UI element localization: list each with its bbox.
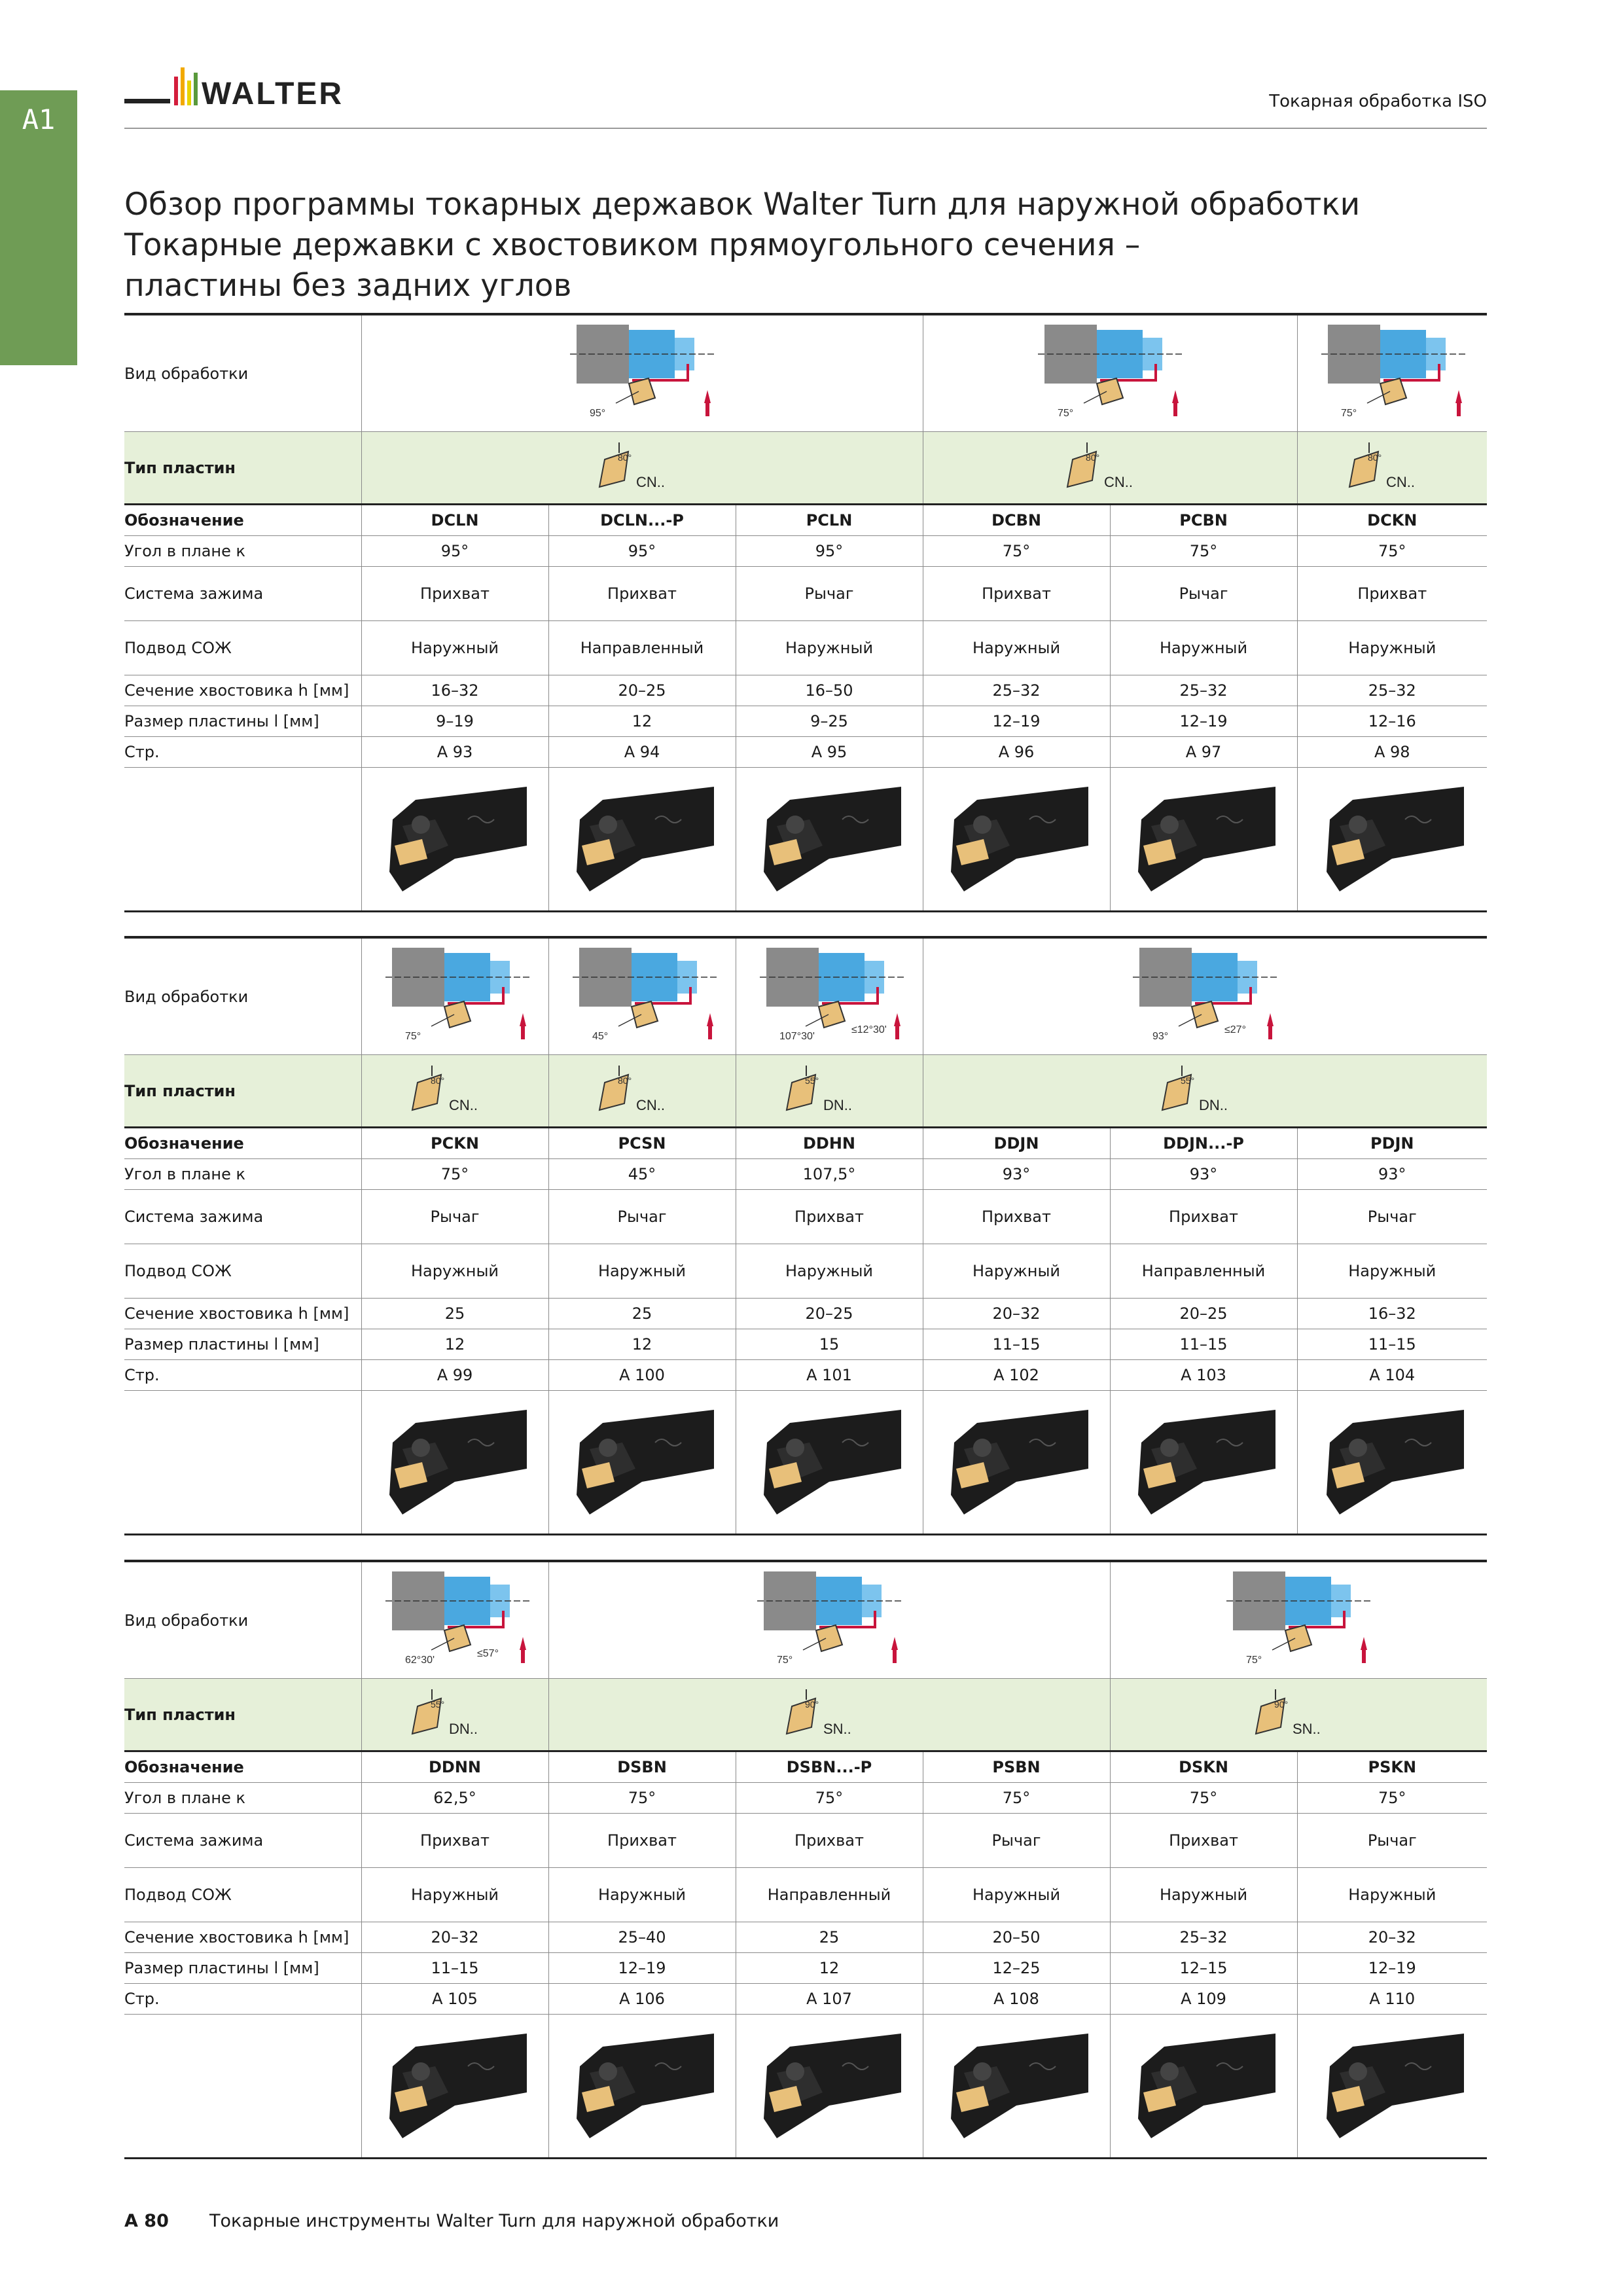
clamping-system-cell: Прихват <box>1110 1190 1297 1244</box>
tool-holder-image <box>563 774 721 905</box>
page-ref-cell[interactable]: A 96 <box>923 737 1110 768</box>
tool-holder-image <box>751 1397 908 1528</box>
insert-shape-icon <box>1061 440 1159 492</box>
operation-diagram-cell <box>548 937 736 1055</box>
shank-size-cell: 20–25 <box>736 1299 923 1329</box>
insert-size-cell: 9–25 <box>736 706 923 737</box>
row-label-operation: Вид обработки <box>124 937 361 1055</box>
tool-holder-image-cell <box>736 1391 923 1535</box>
insert-size-cell: 12–19 <box>1110 706 1297 737</box>
clamping-system-cell: Прихват <box>923 1190 1110 1244</box>
clamping-system-cell: Прихват <box>361 567 548 621</box>
coolant-supply-cell: Наружный <box>1297 621 1487 675</box>
svg-text:55°: 55° <box>431 1698 445 1710</box>
tool-holder-image <box>1313 774 1471 905</box>
approach-angle-cell: 95° <box>361 536 548 567</box>
shank-size-cell: 25 <box>736 1922 923 1953</box>
clamping-system-cell: Рычаг <box>548 1190 736 1244</box>
svg-text:55°: 55° <box>1181 1075 1195 1086</box>
tool-holder-image <box>376 1397 533 1528</box>
clamping-system-cell: Прихват <box>361 1814 548 1868</box>
designation-cell: DSBN...-P <box>736 1751 923 1783</box>
page-ref-cell[interactable]: A 109 <box>1110 1984 1297 2015</box>
page-ref-cell[interactable]: A 95 <box>736 737 923 768</box>
shank-size-cell: 25–32 <box>1110 1922 1297 1953</box>
shank-size-cell: 20–32 <box>923 1299 1110 1329</box>
row-label-clamping-system: Система зажима <box>124 1190 361 1244</box>
insert-code: CN.. <box>449 1096 478 1113</box>
insert-shape-icon <box>780 1687 878 1739</box>
row-label-approach-angle: Угол в плане к <box>124 1783 361 1814</box>
clamping-system-cell: Прихват <box>548 567 736 621</box>
designation-cell: PCKN <box>361 1128 548 1159</box>
approach-angle-cell: 45° <box>548 1159 736 1190</box>
clamping-system-cell: Прихват <box>736 1190 923 1244</box>
coolant-supply-cell: Наружный <box>923 621 1110 675</box>
approach-angle-cell: 75° <box>923 1783 1110 1814</box>
section-title: Токарная обработка ISO <box>1269 92 1487 111</box>
diagram-angle-label: 107°30' <box>779 1030 815 1042</box>
coolant-supply-cell: Наружный <box>1110 1868 1297 1922</box>
page-ref-cell[interactable]: A 100 <box>548 1360 736 1391</box>
tool-holder-image-cell <box>1297 2015 1487 2159</box>
footer-text: Токарные инструменты Walter Turn для наружной обработки <box>209 2211 779 2231</box>
page-ref-cell[interactable]: A 104 <box>1297 1360 1487 1391</box>
page-ref-cell[interactable]: A 101 <box>736 1360 923 1391</box>
insert-size-cell: 12 <box>548 706 736 737</box>
insert-code: CN.. <box>636 1096 665 1113</box>
insert-code: CN.. <box>636 473 666 490</box>
page-ref-cell[interactable]: A 98 <box>1297 737 1487 768</box>
operation-diagram <box>738 1565 921 1676</box>
diagram-angle-label: 75° <box>1246 1654 1262 1666</box>
tool-overview-table <box>124 313 1487 912</box>
row-label-approach-angle: Угол в плане к <box>124 1159 361 1190</box>
tool-holder-image-cell <box>923 768 1110 912</box>
operation-diagram-cell <box>923 314 1297 432</box>
image-row-spacer <box>124 768 361 912</box>
shank-size-cell: 25–32 <box>1297 675 1487 706</box>
operation-diagram-cell <box>361 937 548 1055</box>
shank-size-cell: 16–32 <box>1297 1299 1487 1329</box>
insert-shape-icon <box>593 1063 691 1115</box>
row-label-page-ref: Стр. <box>124 1984 361 2015</box>
insert-size-cell: 9–19 <box>361 706 548 737</box>
coolant-supply-cell: Наружный <box>361 621 548 675</box>
shank-size-cell: 25 <box>361 1299 548 1329</box>
row-label-operation: Вид обработки <box>124 314 361 432</box>
tool-holder-image-cell <box>361 1391 548 1535</box>
diagram-angle-label: 45° <box>592 1030 608 1042</box>
tool-holder-image <box>938 1397 1095 1528</box>
tool-holder-image-cell <box>1110 768 1297 912</box>
clamping-system-cell: Прихват <box>1110 1814 1297 1868</box>
shank-size-cell: 20–25 <box>548 675 736 706</box>
approach-angle-cell: 75° <box>548 1783 736 1814</box>
approach-angle-cell: 75° <box>361 1159 548 1190</box>
insert-size-cell: 12–19 <box>548 1953 736 1984</box>
shank-size-cell: 25–32 <box>923 675 1110 706</box>
approach-angle-cell: 62,5° <box>361 1783 548 1814</box>
designation-cell: DDJN <box>923 1128 1110 1159</box>
clamping-system-cell: Прихват <box>923 567 1110 621</box>
svg-text:80°: 80° <box>618 452 632 463</box>
insert-size-cell: 11–15 <box>923 1329 1110 1360</box>
image-row-spacer <box>124 2015 361 2159</box>
insert-type-cell <box>736 1055 923 1128</box>
page-ref-cell[interactable]: A 110 <box>1297 1984 1487 2015</box>
tool-holder-image-cell <box>548 768 736 912</box>
insert-size-cell: 11–15 <box>361 1953 548 1984</box>
approach-angle-cell: 95° <box>736 536 923 567</box>
insert-size-cell: 12 <box>736 1953 923 1984</box>
svg-text:90°: 90° <box>1274 1698 1289 1710</box>
approach-angle-cell: 75° <box>923 536 1110 567</box>
coolant-supply-cell: Наружный <box>923 1868 1110 1922</box>
page-ref-cell[interactable]: A 107 <box>736 1984 923 2015</box>
tool-holder-image <box>1125 774 1282 905</box>
insert-shape-icon <box>406 1687 504 1739</box>
approach-angle-cell: 95° <box>548 536 736 567</box>
tool-holder-image <box>1313 2020 1471 2151</box>
insert-code: SN.. <box>823 1720 851 1737</box>
page-ref-cell[interactable]: A 102 <box>923 1360 1110 1391</box>
insert-type-cell <box>1110 1679 1487 1751</box>
tool-holder-image-cell <box>923 1391 1110 1535</box>
tool-holder-image <box>376 774 533 905</box>
tool-holder-image <box>1125 2020 1282 2151</box>
insert-type-cell <box>548 1055 736 1128</box>
diagram-angle-label: 75° <box>1058 407 1074 419</box>
clamping-system-cell: Рычаг <box>361 1190 548 1244</box>
insert-type-cell <box>923 432 1297 505</box>
row-label-insert-size: Размер пластины l [мм] <box>124 1953 361 1984</box>
operation-diagram-cell <box>923 937 1487 1055</box>
insert-type-cell <box>548 1679 1110 1751</box>
brand-text: WALTER <box>202 77 344 111</box>
row-label-operation: Вид обработки <box>124 1561 361 1679</box>
designation-cell: DCLN <box>361 505 548 536</box>
row-label-insert-type: Тип пластин <box>124 432 361 505</box>
shank-size-cell: 25–40 <box>548 1922 736 1953</box>
insert-code: DN.. <box>1199 1096 1228 1113</box>
coolant-supply-cell: Наружный <box>548 1868 736 1922</box>
diagram-angle-label: 75° <box>404 1030 421 1042</box>
page-ref-cell[interactable]: A 108 <box>923 1984 1110 2015</box>
row-label-shank-size: Сечение хвостовика h [мм] <box>124 1299 361 1329</box>
designation-cell: DSKN <box>1110 1751 1297 1783</box>
tool-holder-image <box>751 2020 908 2151</box>
row-label-insert-size: Размер пластины l [мм] <box>124 706 361 737</box>
insert-code: CN.. <box>1386 473 1416 490</box>
operation-diagram <box>740 941 923 1052</box>
operation-diagram-cell <box>361 1561 548 1679</box>
designation-cell: PCSN <box>548 1128 736 1159</box>
tool-holder-image-cell <box>548 2015 736 2159</box>
walter-logo <box>124 62 399 121</box>
svg-text:55°: 55° <box>805 1075 819 1086</box>
title-line-1: Обзор программы токарных державок Walter Turn для наружной обработки <box>124 187 1361 223</box>
insert-code: DN.. <box>823 1096 852 1113</box>
insert-type-cell <box>923 1055 1487 1128</box>
operation-diagram-cell <box>548 1561 1110 1679</box>
shank-size-cell: 25–32 <box>1110 675 1297 706</box>
coolant-supply-cell: Направленный <box>548 621 736 675</box>
tool-holder-image <box>376 2020 533 2151</box>
shank-size-cell: 25 <box>548 1299 736 1329</box>
tool-holder-image-cell <box>1297 768 1487 912</box>
row-label-designation: Обозначение <box>124 1751 361 1783</box>
chapter-tab-label: A1 <box>22 103 56 135</box>
page-ref-cell[interactable]: A 94 <box>548 737 736 768</box>
insert-size-cell: 12 <box>361 1329 548 1360</box>
row-label-insert-type: Тип пластин <box>124 1055 361 1128</box>
title-line-3: пластины без задних углов <box>124 268 572 304</box>
coolant-supply-cell: Направленный <box>1110 1244 1297 1299</box>
row-label-approach-angle: Угол в плане к <box>124 536 361 567</box>
approach-angle-cell: 75° <box>1110 1783 1297 1814</box>
clamping-system-cell: Рычаг <box>1297 1814 1487 1868</box>
insert-size-cell: 12–19 <box>923 706 1110 737</box>
designation-cell: DDNN <box>361 1751 548 1783</box>
insert-shape-icon <box>406 1063 504 1115</box>
insert-size-cell: 11–15 <box>1297 1329 1487 1360</box>
insert-type-cell <box>1297 432 1487 505</box>
tool-holder-image <box>938 774 1095 905</box>
operation-diagram-cell <box>1110 1561 1487 1679</box>
page-ref-cell[interactable]: A 97 <box>1110 737 1297 768</box>
shank-size-cell: 16–32 <box>361 675 548 706</box>
coolant-supply-cell: Наружный <box>548 1244 736 1299</box>
approach-angle-cell: 75° <box>736 1783 923 1814</box>
designation-cell: DCLN...-P <box>548 505 736 536</box>
approach-angle-cell: 93° <box>1297 1159 1487 1190</box>
coolant-supply-cell: Наружный <box>1110 621 1297 675</box>
page-ref-cell[interactable]: A 99 <box>361 1360 548 1391</box>
operation-diagram <box>1302 318 1485 429</box>
clamping-system-cell: Рычаг <box>923 1814 1110 1868</box>
insert-size-cell: 11–15 <box>1110 1329 1297 1360</box>
clamping-system-cell: Рычаг <box>1297 1190 1487 1244</box>
tool-holder-image-cell <box>1110 2015 1297 2159</box>
tool-overview-table <box>124 936 1487 1535</box>
tool-holder-image-cell <box>1110 1391 1297 1535</box>
operation-diagram <box>1018 318 1202 429</box>
approach-angle-cell: 75° <box>1110 536 1297 567</box>
coolant-supply-cell: Наружный <box>923 1244 1110 1299</box>
designation-cell: PDJN <box>1297 1128 1487 1159</box>
clamping-system-cell: Прихват <box>736 1814 923 1868</box>
insert-shape-icon <box>1343 440 1441 492</box>
tool-holder-image-cell <box>736 768 923 912</box>
diagram-angle-label: 75° <box>1340 407 1357 419</box>
coolant-supply-cell: Наружный <box>1297 1868 1487 1922</box>
approach-angle-cell: 75° <box>1297 536 1487 567</box>
chapter-tab <box>0 90 77 365</box>
shank-size-cell: 20–32 <box>1297 1922 1487 1953</box>
approach-angle-cell: 93° <box>1110 1159 1297 1190</box>
clamping-system-cell: Прихват <box>548 1814 736 1868</box>
tool-holder-image <box>563 2020 721 2151</box>
coolant-supply-cell: Наружный <box>361 1244 548 1299</box>
insert-size-cell: 12 <box>548 1329 736 1360</box>
row-label-shank-size: Сечение хвостовика h [мм] <box>124 1922 361 1953</box>
tool-holder-image-cell <box>361 768 548 912</box>
operation-diagram <box>1113 941 1296 1052</box>
image-row-spacer <box>124 1391 361 1535</box>
svg-text:80°: 80° <box>1368 452 1382 463</box>
designation-cell: DDHN <box>736 1128 923 1159</box>
coolant-supply-cell: Наружный <box>736 621 923 675</box>
title-line-2: Токарные державки с хвостовиком прямоугольного сечения – <box>124 227 1141 263</box>
diagram-angle-label: 95° <box>590 407 606 419</box>
tool-overview-table <box>124 1560 1487 2159</box>
row-label-insert-size: Размер пластины l [мм] <box>124 1329 361 1360</box>
diagram-angle-label: 75° <box>777 1654 793 1666</box>
tool-holder-image-cell <box>361 2015 548 2159</box>
svg-text:80°: 80° <box>1086 452 1100 463</box>
approach-angle-cell: 93° <box>923 1159 1110 1190</box>
tool-holder-image <box>751 774 908 905</box>
shank-size-cell: 16–50 <box>736 675 923 706</box>
operation-diagram-cell <box>1297 314 1487 432</box>
shank-size-cell: 20–50 <box>923 1922 1110 1953</box>
row-label-coolant-supply: Подвод СОЖ <box>124 1868 361 1922</box>
diagram-angle-label: 62°30' <box>404 1654 435 1666</box>
row-label-clamping-system: Система зажима <box>124 1814 361 1868</box>
row-label-shank-size: Сечение хвостовика h [мм] <box>124 675 361 706</box>
insert-size-cell: 12–15 <box>1110 1953 1297 1984</box>
coolant-supply-cell: Наружный <box>361 1868 548 1922</box>
diagram-angle-label: ≤27° <box>1224 1024 1247 1035</box>
row-label-coolant-supply: Подвод СОЖ <box>124 1244 361 1299</box>
tool-holder-image <box>938 2020 1095 2151</box>
approach-angle-cell: 107,5° <box>736 1159 923 1190</box>
approach-angle-cell: 75° <box>1297 1783 1487 1814</box>
coolant-supply-cell: Наружный <box>736 1244 923 1299</box>
insert-code: DN.. <box>449 1720 478 1737</box>
insert-shape-icon <box>1156 1063 1254 1115</box>
shank-size-cell: 20–25 <box>1110 1299 1297 1329</box>
designation-cell: DSBN <box>548 1751 736 1783</box>
coolant-supply-cell: Направленный <box>736 1868 923 1922</box>
clamping-system-cell: Прихват <box>1297 567 1487 621</box>
diagram-angle-label: 93° <box>1152 1030 1169 1042</box>
clamping-system-cell: Рычаг <box>736 567 923 621</box>
tool-holder-image <box>1125 1397 1282 1528</box>
page-ref-cell[interactable]: A 103 <box>1110 1360 1297 1391</box>
tool-holder-image <box>1313 1397 1471 1528</box>
footer-page-number: A 80 <box>124 2211 169 2231</box>
coolant-supply-cell: Наружный <box>1297 1244 1487 1299</box>
designation-cell: PCBN <box>1110 505 1297 536</box>
designation-cell: PSKN <box>1297 1751 1487 1783</box>
insert-shape-icon <box>1249 1687 1347 1739</box>
shank-size-cell: 20–32 <box>361 1922 548 1953</box>
tool-holder-image <box>563 1397 721 1528</box>
operation-diagram <box>553 941 736 1052</box>
designation-cell: DCKN <box>1297 505 1487 536</box>
header-divider <box>124 128 1487 129</box>
row-label-designation: Обозначение <box>124 1128 361 1159</box>
operation-diagram-cell <box>361 314 923 432</box>
designation-cell: PSBN <box>923 1751 1110 1783</box>
row-label-insert-type: Тип пластин <box>124 1679 361 1751</box>
operation-diagram <box>1207 1565 1390 1676</box>
operation-diagram <box>366 1565 549 1676</box>
insert-size-cell: 15 <box>736 1329 923 1360</box>
diagram-angle-label: ≤57° <box>476 1647 499 1659</box>
svg-text:90°: 90° <box>805 1698 819 1710</box>
operation-diagram <box>550 318 734 429</box>
insert-size-cell: 12–19 <box>1297 1953 1487 1984</box>
row-label-page-ref: Стр. <box>124 1360 361 1391</box>
designation-cell: DDJN...-P <box>1110 1128 1297 1159</box>
insert-code: SN.. <box>1293 1720 1321 1737</box>
insert-size-cell: 12–16 <box>1297 706 1487 737</box>
svg-text:80°: 80° <box>431 1075 445 1086</box>
page-ref-cell[interactable]: A 93 <box>361 737 548 768</box>
insert-shape-icon <box>593 440 691 492</box>
tool-holder-image-cell <box>736 2015 923 2159</box>
operation-diagram-cell <box>736 937 923 1055</box>
insert-type-cell <box>361 432 923 505</box>
insert-type-cell <box>361 1055 548 1128</box>
tool-holder-image-cell <box>548 1391 736 1535</box>
page-ref-cell[interactable]: A 106 <box>548 1984 736 2015</box>
page-title <box>124 185 1360 306</box>
insert-type-cell <box>361 1679 548 1751</box>
row-label-designation: Обозначение <box>124 505 361 536</box>
row-label-clamping-system: Система зажима <box>124 567 361 621</box>
designation-cell: DCBN <box>923 505 1110 536</box>
svg-text:80°: 80° <box>618 1075 632 1086</box>
page-ref-cell[interactable]: A 105 <box>361 1984 548 2015</box>
designation-cell: PCLN <box>736 505 923 536</box>
insert-size-cell: 12–25 <box>923 1953 1110 1984</box>
tool-holder-image-cell <box>1297 1391 1487 1535</box>
insert-shape-icon <box>780 1063 878 1115</box>
row-label-coolant-supply: Подвод СОЖ <box>124 621 361 675</box>
diagram-angle-label: ≤12°30' <box>851 1024 887 1035</box>
insert-code: CN.. <box>1104 473 1133 490</box>
row-label-page-ref: Стр. <box>124 737 361 768</box>
clamping-system-cell: Рычаг <box>1110 567 1297 621</box>
tool-holder-image-cell <box>923 2015 1110 2159</box>
operation-diagram <box>366 941 549 1052</box>
